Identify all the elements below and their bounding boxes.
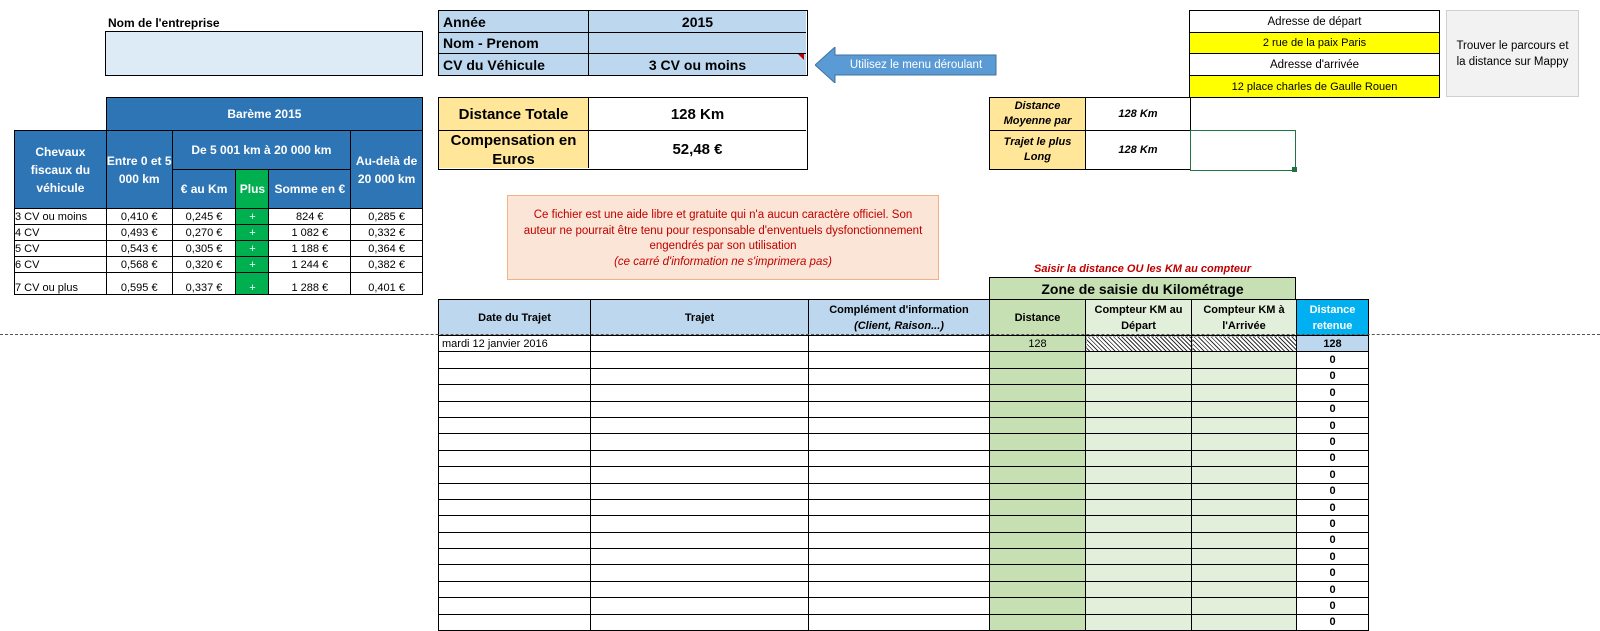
bareme-sum: 1 288 € — [269, 273, 351, 295]
disclaimer-text: Ce fichier est une aide libre et gratuite qui n'a aucun caractère officiel. Son auteur ne pourrait être tenu pour responsable d'enventuels dysfonctionnement engendrés par son utilisation — [523, 209, 923, 252]
trip-trajet-cell[interactable] — [591, 450, 809, 466]
bareme-header-plus: Plus — [236, 170, 269, 209]
trip-complement-cell[interactable] — [809, 532, 990, 548]
header-retenue: Distance retenue — [1297, 300, 1369, 336]
bareme-rate-c: 0,285 € — [351, 209, 423, 225]
trip-distance-cell[interactable] — [990, 483, 1086, 499]
bareme-header-mid: De 5 001 km à 20 000 km — [172, 131, 351, 170]
trip-distance-cell[interactable] — [990, 499, 1086, 515]
trip-distance-cell[interactable] — [990, 368, 1086, 384]
bareme-header-sum: Somme en € — [269, 170, 351, 209]
trip-km-arrivee-cell[interactable] — [1192, 450, 1297, 466]
trip-complement-cell[interactable] — [809, 598, 990, 614]
bareme-plus: + — [236, 209, 269, 225]
trip-complement-cell[interactable] — [809, 614, 990, 630]
dropdown-hint: Utilisez le menu déroulant — [849, 59, 983, 71]
trip-retenue-cell: 0 — [1297, 385, 1369, 401]
trip-retenue-cell: 0 — [1297, 516, 1369, 532]
trip-km-depart-cell[interactable] — [1086, 532, 1192, 548]
trip-distance-cell[interactable] — [990, 385, 1086, 401]
bareme-rate-b: 0,337 € — [172, 273, 236, 295]
bareme-rate-c: 0,332 € — [351, 225, 423, 241]
trip-trajet-cell[interactable] — [591, 434, 809, 450]
trip-complement-cell[interactable] — [809, 336, 990, 352]
trip-date-cell[interactable] — [439, 614, 591, 630]
name-label: Nom - Prenom — [439, 33, 589, 54]
bareme-rate-a: 0,410 € — [106, 209, 172, 225]
info-box — [438, 10, 808, 76]
bareme-sum: 1 244 € — [269, 257, 351, 273]
trip-row — [439, 532, 1369, 548]
trip-date-cell[interactable] — [439, 516, 591, 532]
trip-row — [439, 434, 1369, 450]
header-complement — [809, 300, 990, 336]
trip-trajet-cell[interactable] — [591, 614, 809, 630]
trip-row — [439, 549, 1369, 565]
trip-km-arrivee-cell[interactable] — [1192, 565, 1297, 581]
header-complement-sub: (Client, Raison...) — [854, 319, 944, 332]
trip-km-depart-cell[interactable] — [1086, 467, 1192, 483]
trip-distance-cell[interactable] — [990, 516, 1086, 532]
bareme-rate-c: 0,382 € — [351, 257, 423, 273]
trip-row — [439, 352, 1369, 368]
trip-km-depart-cell[interactable] — [1086, 516, 1192, 532]
bareme-rate-a: 0,493 € — [106, 225, 172, 241]
trip-complement-cell[interactable] — [809, 467, 990, 483]
trip-km-arrivee-cell[interactable] — [1192, 499, 1297, 515]
bareme-header-eur-km: € au Km — [172, 170, 236, 209]
trip-complement-cell[interactable] — [809, 499, 990, 515]
bareme-rate-b: 0,320 € — [172, 257, 236, 273]
trip-km-depart-cell[interactable] — [1086, 352, 1192, 368]
trip-date-cell[interactable] — [439, 483, 591, 499]
trip-trajet-cell[interactable] — [591, 352, 809, 368]
bareme-header-0-5000: Entre 0 et 5 000 km — [106, 131, 172, 209]
bareme-cv: 7 CV ou plus — [15, 273, 107, 295]
bareme-row — [15, 273, 423, 295]
trip-date-cell[interactable]: mardi 12 janvier 2016 — [439, 336, 591, 352]
longest-trip-value: 128 Km — [1118, 144, 1158, 156]
trip-distance-cell[interactable]: 128 — [990, 336, 1086, 352]
bareme-spacer — [15, 98, 107, 131]
trip-row — [439, 450, 1369, 466]
company-label: Nom de l'entreprise — [108, 16, 220, 30]
trip-complement-cell[interactable] — [809, 417, 990, 433]
bareme-cv: 3 CV ou moins — [15, 209, 107, 225]
trip-km-arrivee-cell[interactable] — [1192, 385, 1297, 401]
trip-distance-cell[interactable] — [990, 450, 1086, 466]
year-value[interactable]: 2015 — [589, 11, 806, 33]
trip-distance-cell[interactable] — [990, 565, 1086, 581]
trip-trajet-cell[interactable] — [591, 516, 809, 532]
end-address-label: Adresse d'arrivée — [1190, 54, 1439, 76]
trip-km-depart-cell[interactable] — [1086, 434, 1192, 450]
compensation-value: 52,48 € — [672, 141, 723, 158]
cv-dropdown[interactable]: 3 CV ou moins — [589, 54, 806, 75]
trip-distance-cell[interactable] — [990, 417, 1086, 433]
year-label: Année — [439, 11, 589, 33]
trip-km-depart-cell[interactable] — [1086, 499, 1192, 515]
trip-distance-cell[interactable] — [990, 532, 1086, 548]
trip-retenue-cell: 0 — [1297, 450, 1369, 466]
trip-retenue-cell: 0 — [1297, 598, 1369, 614]
trip-complement-cell[interactable] — [809, 385, 990, 401]
bareme-rate-b: 0,245 € — [172, 209, 236, 225]
trip-complement-cell[interactable] — [809, 352, 990, 368]
trip-km-depart-cell[interactable] — [1086, 336, 1192, 352]
header-date: Date du Trajet — [439, 300, 591, 336]
trip-row — [439, 467, 1369, 483]
zone-title: Zone de saisie du Kilométrage — [989, 277, 1296, 299]
trip-date-cell[interactable] — [439, 450, 591, 466]
avg-distance-label: Distance Moyenne par — [990, 98, 1086, 131]
trip-date-cell[interactable] — [439, 549, 591, 565]
trip-date-cell[interactable] — [439, 368, 591, 384]
trip-km-depart-cell[interactable] — [1086, 549, 1192, 565]
trip-distance-cell[interactable] — [990, 434, 1086, 450]
trip-row — [439, 614, 1369, 630]
bareme-header-cv: Chevaux fiscaux du véhicule — [15, 131, 107, 209]
bareme-row — [15, 225, 423, 241]
trip-complement-cell[interactable] — [809, 581, 990, 597]
trip-km-arrivee-cell[interactable] — [1192, 336, 1297, 352]
bareme-rate-a: 0,595 € — [106, 273, 172, 295]
trip-trajet-cell[interactable] — [591, 417, 809, 433]
trip-complement-cell[interactable] — [809, 516, 990, 532]
trip-row — [439, 401, 1369, 417]
trip-distance-cell[interactable] — [990, 549, 1086, 565]
bareme-cv: 6 CV — [15, 257, 107, 273]
selected-cell[interactable] — [1190, 130, 1296, 171]
trip-distance-cell[interactable] — [990, 352, 1086, 368]
bareme-row — [15, 209, 423, 225]
mappy-button[interactable]: Trouver le parcours et la distance sur Mappy — [1446, 10, 1579, 97]
trip-retenue-cell: 0 — [1297, 565, 1369, 581]
name-input[interactable] — [589, 33, 806, 54]
trip-retenue-cell: 0 — [1297, 581, 1369, 597]
bareme-cv: 5 CV — [15, 241, 107, 257]
trip-km-arrivee-cell[interactable] — [1192, 434, 1297, 450]
trip-date-cell[interactable] — [439, 401, 591, 417]
trip-km-arrivee-cell[interactable] — [1192, 467, 1297, 483]
trip-km-arrivee-cell[interactable] — [1192, 368, 1297, 384]
bareme-plus: + — [236, 257, 269, 273]
trip-retenue-cell: 128 — [1297, 336, 1369, 352]
trip-table — [438, 299, 1369, 631]
trip-complement-cell[interactable] — [809, 450, 990, 466]
trip-complement-cell[interactable] — [809, 434, 990, 450]
trip-date-cell[interactable] — [439, 385, 591, 401]
trip-row — [439, 565, 1369, 581]
disclaimer-note: (ce carré d'information ne s'imprimera pas) — [614, 255, 832, 268]
trip-trajet-cell[interactable] — [591, 565, 809, 581]
trip-km-depart-cell[interactable] — [1086, 598, 1192, 614]
bareme-rate-c: 0,364 € — [351, 241, 423, 257]
trip-complement-cell[interactable] — [809, 483, 990, 499]
distance-total-value: 128 Km — [589, 98, 806, 131]
totals-box — [438, 97, 808, 170]
trip-km-arrivee-cell[interactable] — [1192, 614, 1297, 630]
trip-date-cell[interactable] — [439, 532, 591, 548]
trip-trajet-cell[interactable] — [591, 336, 809, 352]
bareme-rate-a: 0,543 € — [106, 241, 172, 257]
trip-km-arrivee-cell[interactable] — [1192, 417, 1297, 433]
bareme-plus: + — [236, 225, 269, 241]
trip-km-depart-cell[interactable] — [1086, 483, 1192, 499]
trip-date-cell[interactable] — [439, 467, 591, 483]
trip-row — [439, 483, 1369, 499]
trip-km-depart-cell[interactable] — [1086, 450, 1192, 466]
stats-box — [989, 97, 1191, 170]
trip-row — [439, 336, 1369, 352]
start-address-input[interactable]: 2 rue de la paix Paris — [1190, 33, 1439, 54]
trip-trajet-cell[interactable] — [591, 385, 809, 401]
trip-complement-cell[interactable] — [809, 401, 990, 417]
address-box — [1189, 10, 1440, 98]
trip-trajet-cell[interactable] — [591, 581, 809, 597]
header-distance: Distance — [990, 300, 1086, 336]
trip-complement-cell[interactable] — [809, 368, 990, 384]
bareme-rate-a: 0,568 € — [106, 257, 172, 273]
bareme-row — [15, 241, 423, 257]
trip-retenue-cell: 0 — [1297, 417, 1369, 433]
bareme-row — [15, 257, 423, 273]
trip-retenue-cell: 0 — [1297, 352, 1369, 368]
trip-trajet-cell[interactable] — [591, 368, 809, 384]
bareme-plus: + — [236, 273, 269, 295]
trip-retenue-cell: 0 — [1297, 368, 1369, 384]
entry-hint: Saisir la distance OU les KM au compteur — [1033, 263, 1251, 275]
header-km-depart: Compteur KM au Départ — [1086, 300, 1192, 336]
comment-marker-icon — [798, 54, 804, 60]
trip-retenue-cell: 0 — [1297, 434, 1369, 450]
header-complement-title: Complément d'information — [829, 303, 969, 316]
trip-retenue-cell: 0 — [1297, 467, 1369, 483]
trip-distance-cell[interactable] — [990, 401, 1086, 417]
start-address-label: Adresse de départ — [1190, 11, 1439, 33]
trip-row — [439, 516, 1369, 532]
disclaimer-box — [507, 195, 939, 280]
bareme-cv: 4 CV — [15, 225, 107, 241]
trip-trajet-cell[interactable] — [591, 532, 809, 548]
bareme-rate-b: 0,305 € — [172, 241, 236, 257]
trip-trajet-cell[interactable] — [591, 467, 809, 483]
trip-km-arrivee-cell[interactable] — [1192, 549, 1297, 565]
trip-km-arrivee-cell[interactable] — [1192, 532, 1297, 548]
trip-km-arrivee-cell[interactable] — [1192, 581, 1297, 597]
trip-km-arrivee-cell[interactable] — [1192, 401, 1297, 417]
trip-km-arrivee-cell[interactable] — [1192, 483, 1297, 499]
trip-retenue-cell: 0 — [1297, 532, 1369, 548]
bareme-sum: 1 082 € — [269, 225, 351, 241]
trip-retenue-cell: 0 — [1297, 499, 1369, 515]
trip-distance-cell[interactable] — [990, 598, 1086, 614]
trip-km-arrivee-cell[interactable] — [1192, 352, 1297, 368]
trip-km-depart-cell[interactable] — [1086, 581, 1192, 597]
end-address-input[interactable]: 12 place charles de Gaulle Rouen — [1190, 76, 1439, 97]
trip-km-depart-cell[interactable] — [1086, 401, 1192, 417]
bareme-sum: 824 € — [269, 209, 351, 225]
trip-row — [439, 499, 1369, 515]
bareme-rate-c: 0,401 € — [351, 273, 423, 295]
bareme-title: Barème 2015 — [106, 98, 422, 131]
trip-complement-cell[interactable] — [809, 549, 990, 565]
trip-distance-cell[interactable] — [990, 614, 1086, 630]
trip-date-cell[interactable] — [439, 598, 591, 614]
cv-label: CV du Véhicule — [439, 54, 589, 75]
bareme-sum: 1 188 € — [269, 241, 351, 257]
header-km-arrivee: Compteur KM à l'Arrivée — [1192, 300, 1297, 336]
company-name-input[interactable] — [105, 31, 423, 76]
fill-handle[interactable] — [1292, 167, 1297, 172]
trip-row — [439, 581, 1369, 597]
trip-km-depart-cell[interactable] — [1086, 368, 1192, 384]
trip-date-cell[interactable] — [439, 565, 591, 581]
trip-date-cell[interactable] — [439, 417, 591, 433]
avg-distance-value: 128 Km — [1086, 98, 1190, 131]
trip-km-arrivee-cell[interactable] — [1192, 598, 1297, 614]
bareme-rate-b: 0,270 € — [172, 225, 236, 241]
trip-trajet-cell[interactable] — [591, 549, 809, 565]
longest-trip-label: Trajet le plus Long — [990, 131, 1086, 169]
trip-row — [439, 368, 1369, 384]
trip-row — [439, 417, 1369, 433]
trip-distance-cell[interactable] — [990, 581, 1086, 597]
bareme-table — [14, 97, 423, 295]
trip-km-arrivee-cell[interactable] — [1192, 516, 1297, 532]
bareme-header-over: Au-delà de 20 000 km — [351, 131, 423, 209]
trip-date-cell[interactable] — [439, 581, 591, 597]
trip-date-cell[interactable] — [439, 434, 591, 450]
trip-row — [439, 598, 1369, 614]
trip-trajet-cell[interactable] — [591, 483, 809, 499]
trip-trajet-cell[interactable] — [591, 598, 809, 614]
trip-distance-cell[interactable] — [990, 467, 1086, 483]
trip-retenue-cell: 0 — [1297, 614, 1369, 630]
trip-km-depart-cell[interactable] — [1086, 565, 1192, 581]
trip-retenue-cell: 0 — [1297, 483, 1369, 499]
page-break-line — [0, 334, 1600, 335]
distance-total-label: Distance Totale — [439, 98, 589, 131]
bareme-plus: + — [236, 241, 269, 257]
trip-trajet-cell[interactable] — [591, 401, 809, 417]
compensation-label: Compensation en Euros — [439, 131, 589, 168]
trip-km-depart-cell[interactable] — [1086, 614, 1192, 630]
trip-date-cell[interactable] — [439, 499, 591, 515]
trip-km-depart-cell[interactable] — [1086, 385, 1192, 401]
trip-retenue-cell: 0 — [1297, 401, 1369, 417]
trip-complement-cell[interactable] — [809, 565, 990, 581]
trip-km-depart-cell[interactable] — [1086, 417, 1192, 433]
trip-date-cell[interactable] — [439, 352, 591, 368]
trip-retenue-cell: 0 — [1297, 549, 1369, 565]
trip-row — [439, 385, 1369, 401]
trip-trajet-cell[interactable] — [591, 499, 809, 515]
header-trajet: Trajet — [591, 300, 809, 336]
